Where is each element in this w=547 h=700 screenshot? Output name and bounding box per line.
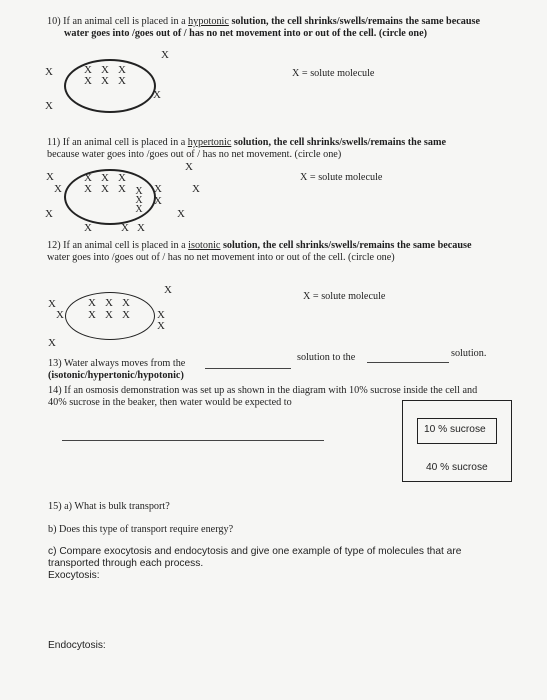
solute-mark: X <box>45 66 53 78</box>
solute-mark: X <box>135 186 143 197</box>
solute-mark: X <box>105 309 113 321</box>
solute-mark: X <box>121 222 129 234</box>
q14-line1: 14) If an osmosis demonstration was set up as shown in the diagram with 10% sucrose inside the cell and <box>48 385 478 396</box>
q11-text-a: 11) If an animal cell is placed in a <box>47 137 188 148</box>
solute-mark: X <box>84 75 92 87</box>
q13-answer-blank-1[interactable] <box>205 368 291 369</box>
solute-mark: X <box>122 297 130 309</box>
solute-mark: X <box>122 309 130 321</box>
q10-cell <box>64 59 156 113</box>
solute-mark: X <box>153 89 161 101</box>
q15-part-a: 15) a) What is bulk transport? <box>48 501 170 512</box>
solute-mark: X <box>101 75 109 87</box>
q14-line2: 40% sucrose in the beaker, then water would be expected to <box>48 397 292 408</box>
q12-text-a: 12) If an animal cell is placed in a <box>47 240 189 251</box>
solute-mark: X <box>84 172 92 184</box>
solute-mark: X <box>192 183 200 195</box>
solute-mark: X <box>45 208 53 220</box>
solute-mark: X <box>154 195 162 207</box>
solute-mark: X <box>88 297 96 309</box>
q12-line1 <box>47 240 472 252</box>
q13-options: (isotonic/hypertonic/hypotonic) <box>48 370 184 381</box>
q11-line2: because water goes into /goes out of / has no net movement. (circle one) <box>47 149 342 160</box>
q12-text-b: solution, the cell shrinks/swells/remains the same because <box>220 240 472 251</box>
solute-mark: X <box>164 284 172 296</box>
vertical-x-marks <box>134 187 144 214</box>
q11-line1 <box>47 137 446 149</box>
solute-mark: X <box>137 222 145 234</box>
solute-mark: X <box>88 309 96 321</box>
q11-term: hypertonic <box>187 137 232 148</box>
solute-mark: X <box>56 309 64 321</box>
exocytosis-label: Exocytosis: <box>48 570 100 581</box>
inner-sucrose-label: 10 % sucrose <box>424 424 486 435</box>
solute-mark: X <box>118 172 126 184</box>
q15-part-b: b) Does this type of transport require energy? <box>48 524 234 535</box>
q13-text-c: solution. <box>451 348 487 359</box>
q10-term: hypotonic <box>188 16 229 27</box>
solute-mark: X <box>177 208 185 220</box>
solute-mark: X <box>84 183 92 195</box>
q15-part-c-line2: transported through each process. <box>48 558 204 569</box>
q10-text-b: solution, the cell shrinks/swells/remains the same because <box>228 16 481 27</box>
solute-mark: X <box>157 309 165 321</box>
q10-line1 <box>47 16 480 28</box>
q10-legend: X = solute molecule <box>292 68 375 79</box>
q12-legend: X = solute molecule <box>303 291 386 302</box>
q15-part-c-line1: c) Compare exocytosis and endocytosis and give one example of type of molecules that are <box>48 546 462 557</box>
solute-mark: X <box>101 183 109 195</box>
solute-mark: X <box>54 183 62 195</box>
q10-text-a: 10) If an animal cell is placed in a <box>47 16 189 27</box>
q14-answer-blank[interactable] <box>62 440 324 441</box>
q12-line2: water goes into /goes out of / has no net movement into or out of the cell. (circle one) <box>47 252 395 263</box>
q11-text-b: solution, the cell shrinks/swells/remains the same <box>231 137 446 148</box>
q13-text-a: 13) Water always moves from the <box>48 358 186 369</box>
endocytosis-label: Endocytosis: <box>48 640 106 651</box>
q13-answer-blank-2[interactable] <box>367 362 449 363</box>
solute-mark: X <box>45 100 53 112</box>
solute-mark: X <box>101 172 109 184</box>
solute-mark: X <box>105 297 113 309</box>
solute-mark: X <box>84 64 92 76</box>
solute-mark: X <box>118 75 126 87</box>
solute-mark: X <box>118 183 126 195</box>
solute-mark: X <box>185 161 193 173</box>
q13-text-b: solution to the <box>297 352 356 363</box>
solute-mark: X <box>84 222 92 234</box>
solute-mark: X <box>101 64 109 76</box>
q10-line2: water goes into /goes out of / has no net movement into or out of the cell. (circle one) <box>64 28 428 39</box>
solute-mark: X <box>161 49 169 61</box>
solute-mark: X <box>48 337 56 349</box>
outer-sucrose-label: 40 % sucrose <box>426 462 488 473</box>
solute-mark: X <box>48 298 56 310</box>
solute-mark: X <box>135 195 143 206</box>
solute-mark: X <box>46 171 54 183</box>
solute-mark: X <box>118 64 126 76</box>
q11-legend: X = solute molecule <box>300 172 383 183</box>
solute-mark: X <box>157 320 165 332</box>
solute-mark: X <box>154 183 162 195</box>
solute-mark: X <box>135 204 143 215</box>
q12-term: isotonic <box>188 240 221 251</box>
